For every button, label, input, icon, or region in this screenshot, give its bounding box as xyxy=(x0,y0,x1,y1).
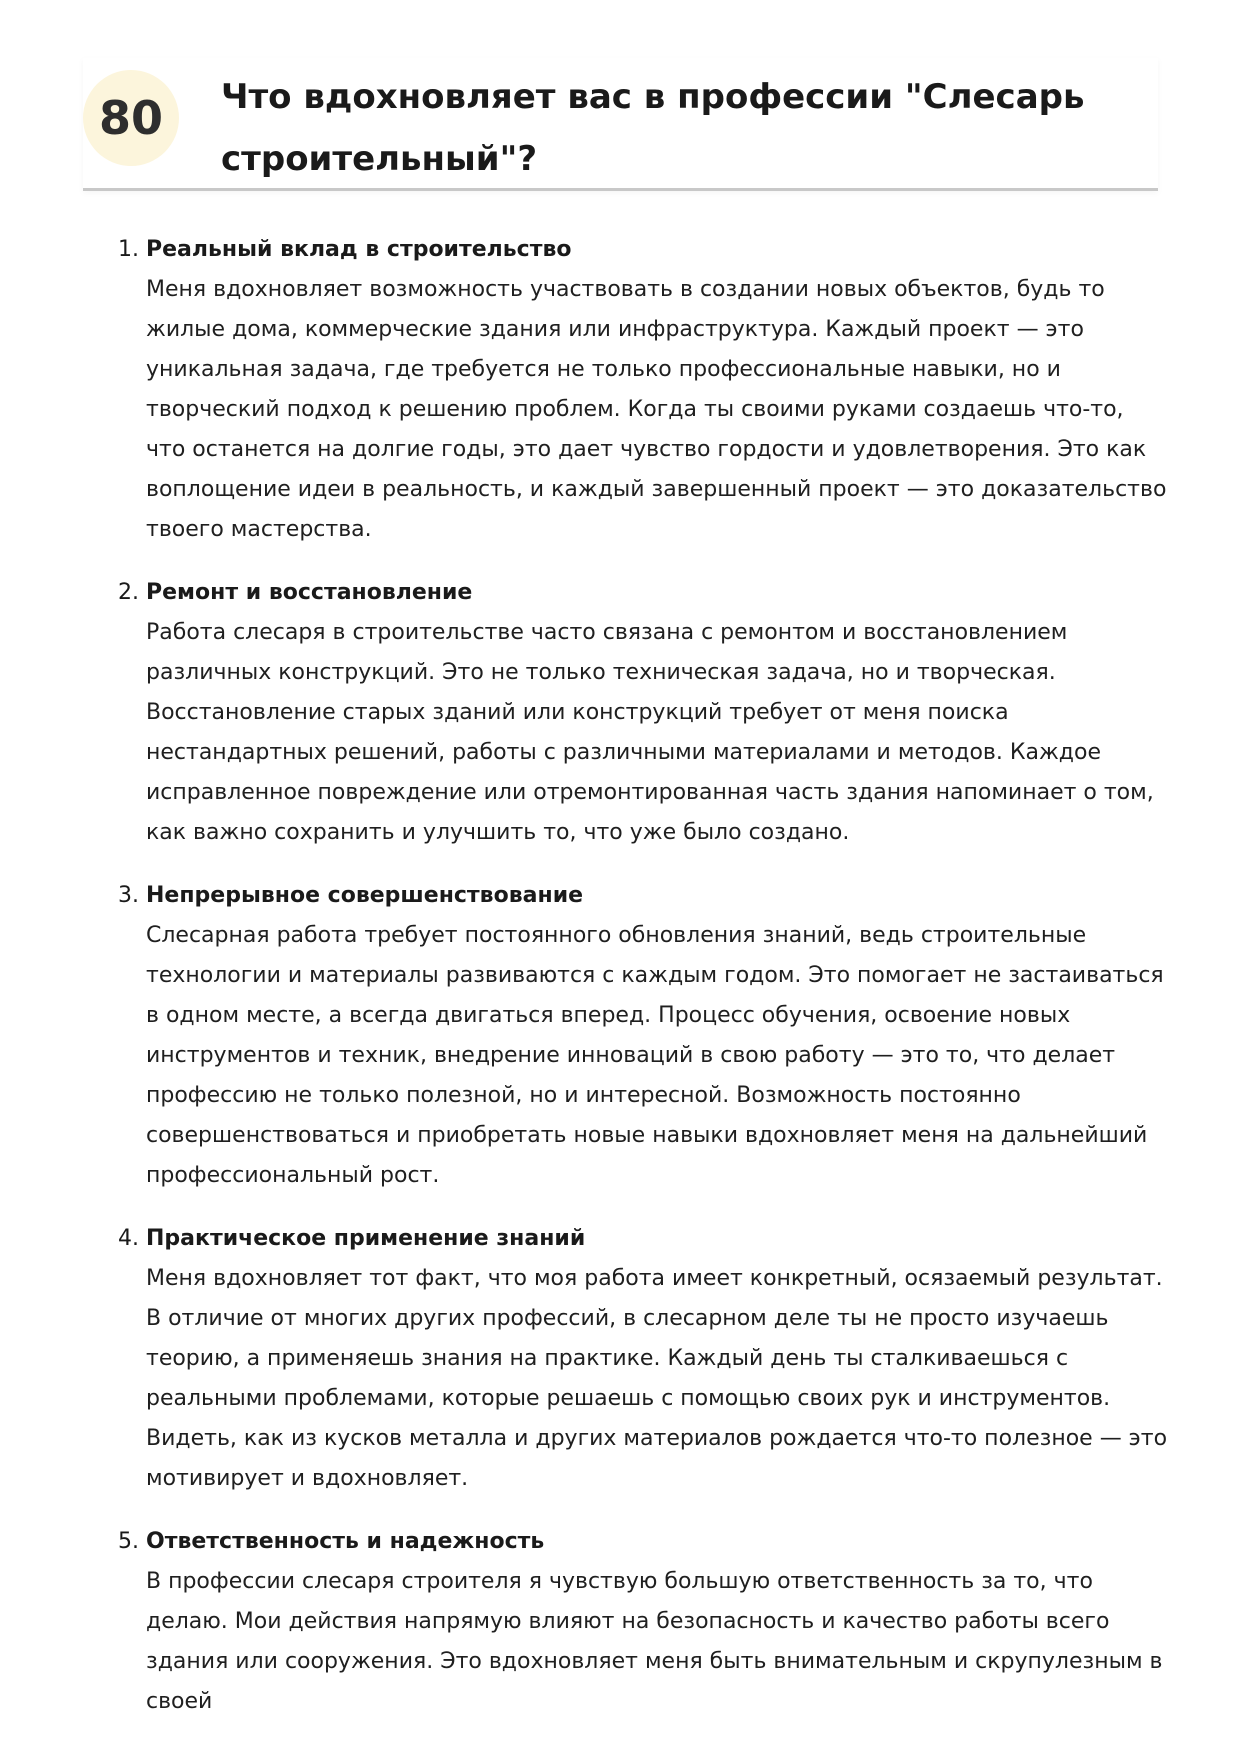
list-item-text: В профессии слесаря строителя я чувствую большую ответственность за то, что делаю. Мои действия напрямую влияют на безопасность и качество работы всего здания или сооружения. Это вдохновляет меня быть внимательным и скрупулезным в своей xyxy=(146,1569,1163,1714)
list-item-title: Ремонт и восстановление xyxy=(146,580,473,605)
question-title: Что вдохновляет вас в профессии "Слесарь строительный"? xyxy=(221,77,1085,179)
list-item xyxy=(118,573,1168,853)
list-item-text: Работа слесаря в строительстве часто связана с ремонтом и восстановлением различных конструкций. Это не только техническая задача, но и творческая. Восстановление старых зданий или конструкций требует от меня поиска нестандартных решений, работы с различными материалами и методов. Каждое исправленное повреждение или отремонтированная часть здания напоминает о том, как важно сохранить и улучшить то, что уже было создано. xyxy=(146,620,1154,845)
list-item-text: Слесарная работа требует постоянного обновления знаний, ведь строительные технологии и материалы развиваются с каждым годом. Это помогает не застаиваться в одном месте, а всегда двигаться вперед. Процесс обучения, освоение новых инструментов и техник, внедрение инноваций в свою работу — это то, что делает профессию не только полезной, но и интересной. Возможность постоянно совершенствоваться и приобретать новые навыки вдохновляет меня на дальнейший профессиональный рост. xyxy=(146,923,1164,1188)
list-item-number: 1. xyxy=(118,237,139,262)
list-item xyxy=(118,1522,1168,1722)
list-item-text: Меня вдохновляет тот факт, что моя работа имеет конкретный, осязаемый результат. В отличие от многих других профессий, в слесарном деле ты не просто изучаешь теорию, а применяешь знания на практике. Каждый день ты сталкиваешься с реальными проблемами, которые решаешь с помощью своих рук и инструментов. Видеть, как из кусков металла и других материалов рождается что-то полезное — это мотивирует и вдохновляет. xyxy=(146,1266,1168,1491)
question-number-badge: 80 xyxy=(83,70,179,166)
list-item-number: 3. xyxy=(118,883,139,908)
list-item-title: Непрерывное совершенствование xyxy=(146,883,584,908)
question-header xyxy=(83,58,1158,191)
list-item-text: Меня вдохновляет возможность участвовать в создании новых объектов, будь то жилые дома, коммерческие здания или инфраструктура. Каждый проект — это уникальная задача, где требуется не только профессиональные навыки, но и творческий подход к решению проблем. Когда ты своими руками создаешь что-то, что останется на долгие годы, это дает чувство гордости и удовлетворения. Это как воплощение идеи в реальность, и каждый завершенный проект — это доказательство твоего мастерства. xyxy=(146,277,1167,542)
list-item-number: 5. xyxy=(118,1529,139,1554)
list-item xyxy=(118,230,1168,550)
list-item-title: Ответственность и надежность xyxy=(146,1529,545,1554)
list-item xyxy=(118,876,1168,1196)
list-item-number: 4. xyxy=(118,1226,139,1251)
list-item xyxy=(118,1219,1168,1499)
list-item-title: Реальный вклад в строительство xyxy=(146,237,572,262)
list-item-number: 2. xyxy=(118,580,139,605)
answer-list xyxy=(118,230,1168,1745)
list-item-title: Практическое применение знаний xyxy=(146,1226,586,1251)
